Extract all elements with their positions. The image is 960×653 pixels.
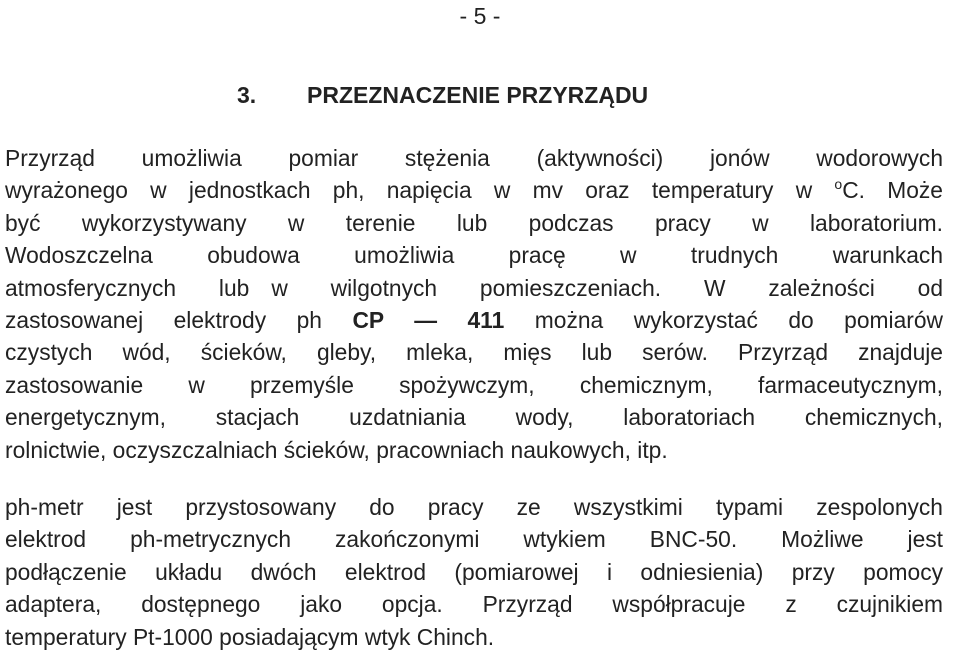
text-line: Wodoszczelna obudowa umożliwia pracę w trudnych warunkach bbox=[5, 242, 943, 269]
text-segment: zastosowanej elektrody ph bbox=[5, 306, 353, 333]
text-line: energetycznym, stacjach uzdatniania wody, laboratoriach chemicznych, bbox=[5, 404, 943, 431]
electrode-model: CP — 411 bbox=[352, 306, 505, 333]
text-segment: C. Może bbox=[842, 177, 943, 204]
degree-superscript: o bbox=[834, 176, 843, 193]
text-segment: można wykorzystać do pomiarów bbox=[504, 306, 944, 333]
text-line: adaptera, dostępnego jako opcja. Przyrząd współpracuje z czujnikiem bbox=[5, 591, 943, 618]
text-line: ph-metr jest przystosowany do pracy ze wszystkimi typami zespolonych bbox=[5, 494, 943, 520]
paragraph-compatibility bbox=[5, 491, 943, 653]
text-line bbox=[5, 272, 943, 304]
text-segment: w wilgotnych pomieszczeniach. W zależności od bbox=[271, 274, 943, 301]
text-segment: atmosferycznych lub bbox=[5, 274, 250, 301]
text-line: podłączenie układu dwóch elektrod (pomiarowej i odniesienia) przy pomocy bbox=[5, 558, 943, 585]
text-line: temperatury Pt-1000 posiadającym wtyk Chinch. bbox=[5, 623, 495, 650]
text-line bbox=[5, 304, 943, 336]
section-heading bbox=[237, 82, 648, 108]
text-line: być wykorzystywany w terenie lub podczas pracy w laboratorium. bbox=[5, 209, 943, 236]
text-segment: wyrażonego w jednostkach ph, napięcia w mv oraz temperatury w bbox=[5, 177, 835, 204]
text-line bbox=[5, 174, 943, 206]
text-line: Przyrząd umożliwia pomiar stężenia (aktywności) jonów wodorowych bbox=[5, 145, 943, 171]
section-number: 3. bbox=[237, 82, 257, 108]
text-line: zastosowanie w przemyśle spożywczym, chemicznym, farmaceutycznym, bbox=[5, 371, 943, 398]
section-title: PRZEZNACZENIE PRZYRZĄDU bbox=[307, 82, 649, 108]
text-line: rolnictwie, oczyszczalniach ścieków, pracowniach naukowych, itp. bbox=[5, 436, 668, 463]
text-line: elektrod ph-metrycznych zakończonymi wtykiem BNC-50. Możliwe jest bbox=[5, 526, 943, 553]
paragraph-purpose bbox=[5, 142, 943, 466]
page-number: - 5 - bbox=[459, 3, 501, 29]
text-line: czystych wód, ścieków, gleby, mleka, mięs lub serów. Przyrząd znajduje bbox=[5, 339, 943, 366]
